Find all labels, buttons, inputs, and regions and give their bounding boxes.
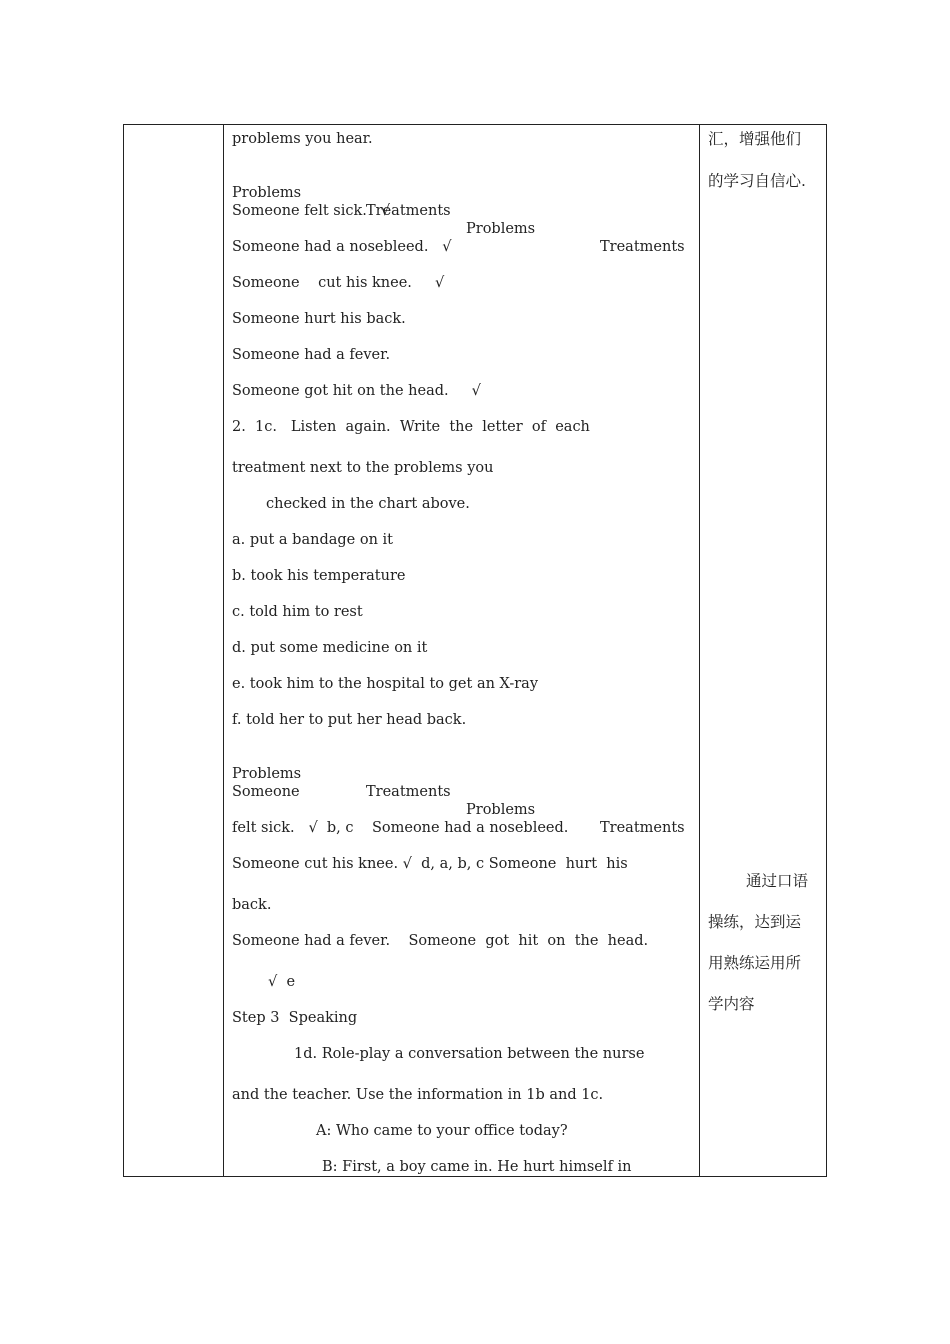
- text-line: felt sick. √ b, c Someone had a nosebleed.: [232, 820, 569, 836]
- option-c: c. told him to rest: [232, 604, 363, 620]
- header-problems: Problems: [466, 802, 536, 818]
- purpose-line: 汇，增强他们: [708, 130, 802, 148]
- column-divider-right: [699, 125, 700, 1176]
- text-line: 1d. Role-play a conversation between the nurse: [294, 1046, 645, 1062]
- option-b: b. took his temperature: [232, 568, 406, 584]
- dialogue-line: A: Who came to your office today?: [316, 1123, 568, 1139]
- text-line: Someone hurt his back.: [232, 311, 406, 327]
- header-treatments: Treatments: [366, 784, 451, 800]
- header-problems: Problems: [466, 221, 536, 237]
- text-line: Someone had a nosebleed. √: [232, 239, 452, 255]
- option-e: e. took him to the hospital to get an X-ray: [232, 676, 539, 692]
- purpose-line: 通过口语: [746, 872, 809, 890]
- option-d: d. put some medicine on it: [232, 640, 428, 656]
- text-line: Someone cut his knee. √ d, a, b, c Someone hurt his: [232, 856, 628, 872]
- purpose-line: 用熟练运用所: [708, 954, 802, 972]
- text-line: treatment next to the problems you: [232, 460, 494, 476]
- text-line: checked in the chart above.: [266, 496, 470, 512]
- text-line: back.: [232, 897, 272, 913]
- dialogue-line: B: First, a boy came in. He hurt himself in: [322, 1159, 632, 1175]
- header-problems: Problems: [232, 185, 302, 201]
- purpose-line: 操练，达到运: [708, 913, 802, 931]
- header-treatments: Treatments: [600, 820, 685, 836]
- header-problems: Problems: [232, 766, 302, 782]
- option-f: f. told her to put her head back.: [232, 712, 467, 728]
- text-line: Someone felt sick. √: [232, 203, 390, 219]
- option-a: a. put a bandage on it: [232, 532, 393, 548]
- text-line: problems you hear.: [232, 131, 373, 147]
- header-treatments: Treatments: [600, 239, 685, 255]
- purpose-line: 学内容: [708, 995, 755, 1013]
- text-line: 2. 1c. Listen again. Write the letter of each: [232, 419, 590, 435]
- chart-header: [232, 747, 684, 855]
- text-line: and the teacher. Use the information in 1b and 1c.: [232, 1087, 604, 1103]
- purpose-line: 的学习自信心.: [708, 172, 806, 190]
- lesson-table: [123, 124, 827, 1177]
- chart-header: [232, 166, 684, 274]
- header-treatments: Treatments: [366, 203, 451, 219]
- step-heading: Step 3 Speaking: [232, 1010, 358, 1026]
- text-line: √ e: [268, 974, 296, 990]
- column-divider-left: [223, 125, 224, 1176]
- text-line: Someone cut his knee. √: [232, 275, 445, 291]
- text-line: Someone had a fever. Someone got hit on the head.: [232, 933, 649, 949]
- text-line: Someone got hit on the head. √: [232, 383, 481, 399]
- text-line: Someone: [232, 784, 300, 800]
- text-line: Someone had a fever.: [232, 347, 391, 363]
